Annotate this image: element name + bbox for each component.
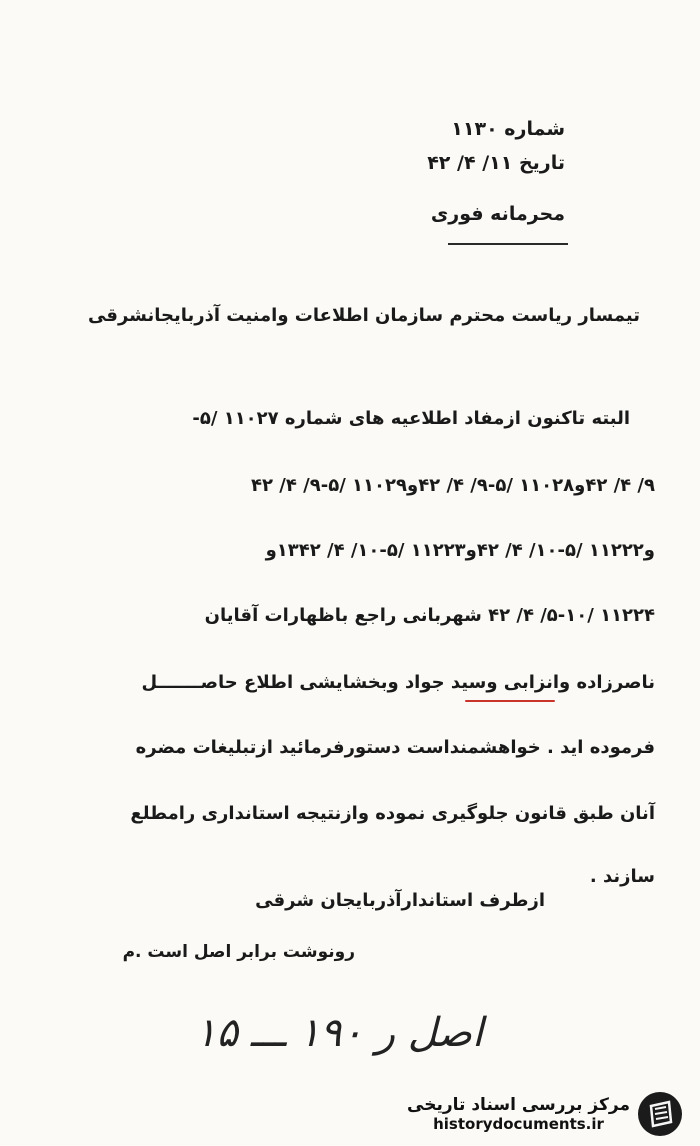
copy-note: رونوشت برابر اصل است .م (122, 942, 355, 962)
body-line-3: و۱۱۲۲۲ /۵-۱۰/ ۴/ ۴۲و۱۱۲۲۳ /۵-۱۰/ ۴/ ۱۳۴۲و (265, 540, 655, 561)
body-line-5: ناصرزاده وانزابی وسید جواد وبخشایشی اطلاع حاصـــــــل (141, 672, 655, 693)
body-line-1: البته تاکنون ازمفاد اطلاعیه های شماره ۱۱۰۲۷ /۵- (192, 408, 630, 429)
body-line-7: آنان طبق قانون جلوگیری نموده وازنتیجه استانداری رامطلع (130, 803, 655, 824)
body-line-2: ۹/ ۴/ ۴۲و۱۱۰۲۸ /۵-۹/ ۴/ ۴۲و۱۱۰۲۹ /۵-۹/ ۴/ ۴۲ (251, 475, 655, 496)
letter-number: شماره ۱۱۳۰ (451, 118, 565, 140)
classification-label: محرمانه فوری (430, 203, 565, 225)
archive-footer (407, 1092, 682, 1136)
body-line-8: سازند . (589, 866, 655, 887)
body-line-6: فرموده اید . خواهشمنداست دستورفرمائید ازتبلیغات مضره (135, 737, 655, 758)
addressee: تیمسار ریاست محترم سازمان اطلاعات وامنیت آذربایجانشرقی (87, 305, 640, 326)
signature-line: ازطرف استاندارآذربایجان شرقی (255, 890, 545, 911)
archive-logo-icon (638, 1092, 682, 1136)
classification-underline (448, 243, 568, 245)
handwritten-reference: اصل ر ۱۹۰ ـــ ۱۵ (195, 1010, 484, 1056)
letter-date: تاریخ ۱۱/ ۴/ ۴۲ (427, 152, 565, 174)
archive-url[interactable]: historydocuments.ir (433, 1115, 604, 1133)
archive-name: مرکز بررسی اسناد تاریخی (407, 1095, 630, 1115)
name-underline (465, 700, 555, 702)
body-line-4: ۱۱۲۲۴ /۵-۱۰/ ۴/ ۴۲ شهربانی راجع باظهارات آقایان (204, 605, 655, 626)
archive-footer-text (407, 1095, 630, 1133)
